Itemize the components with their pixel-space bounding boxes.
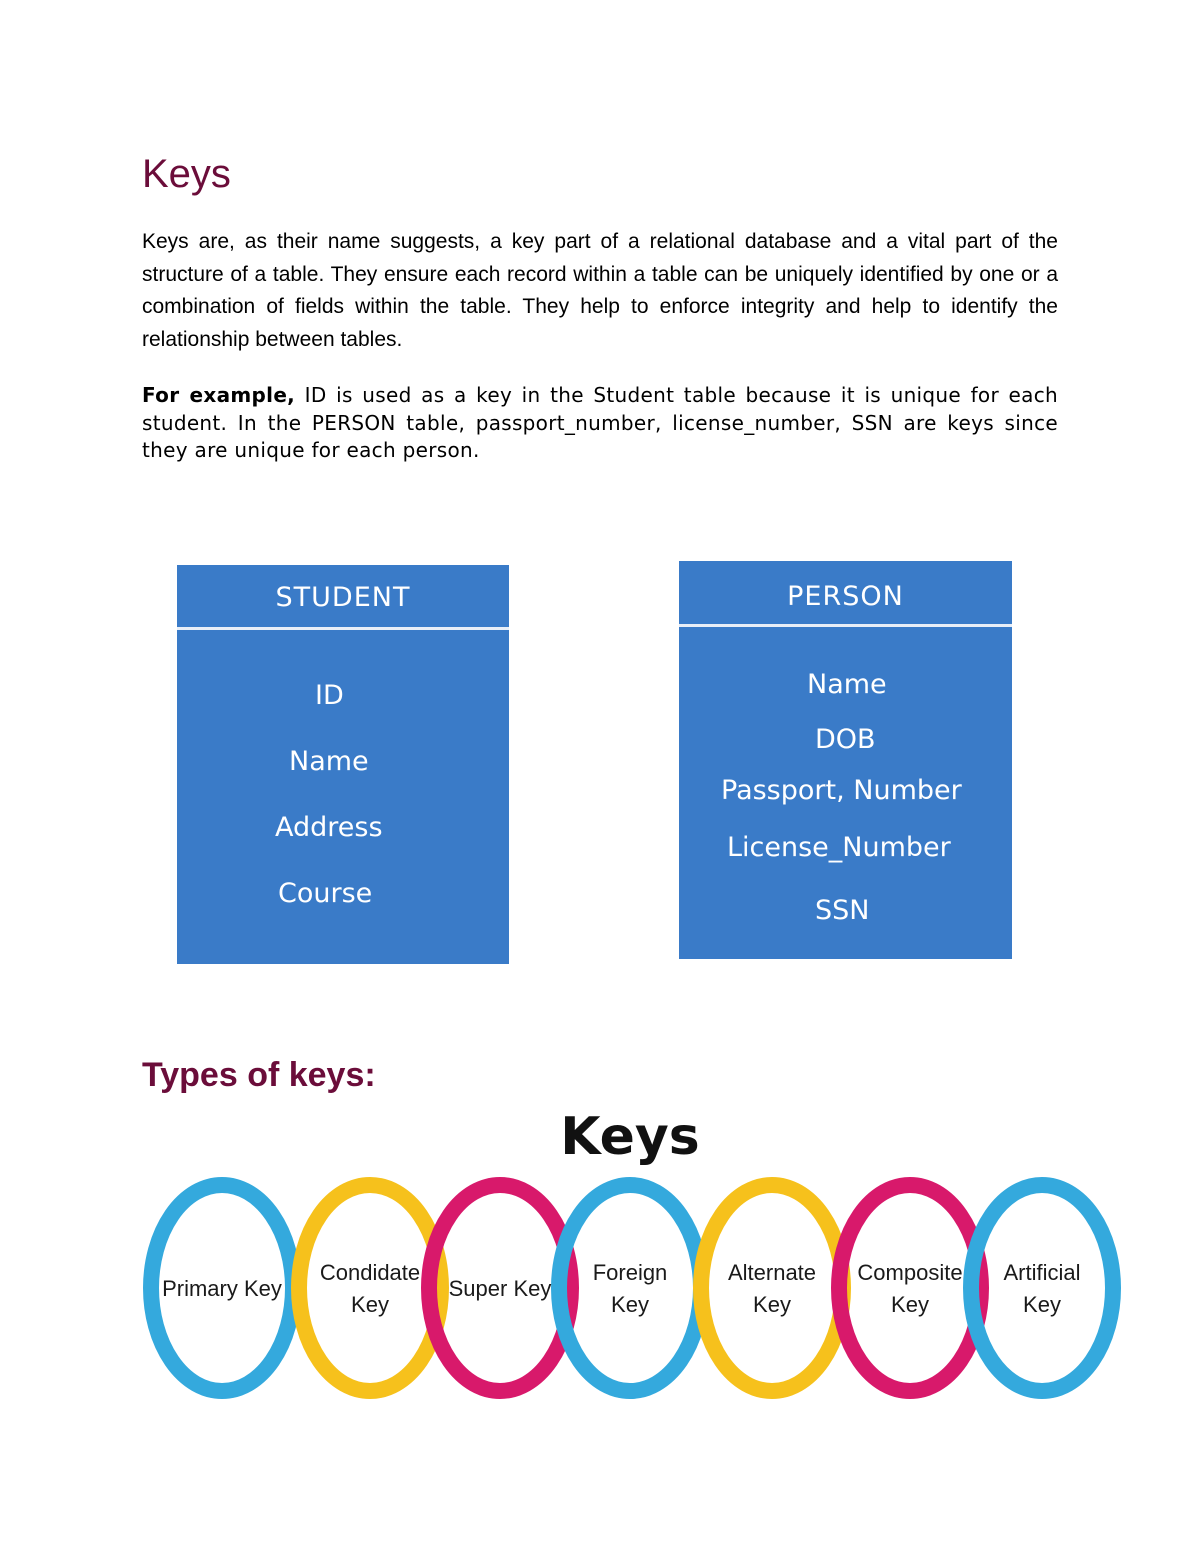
person-table-divider	[679, 624, 1012, 627]
student-field: Course	[278, 878, 373, 909]
key-label: Composite Key	[857, 1260, 963, 1317]
student-table	[177, 565, 509, 964]
student-field: Name	[289, 746, 369, 777]
key-ring	[971, 1185, 1113, 1391]
key-label: Foreign Key	[592, 1260, 668, 1317]
key-label: Super Key	[448, 1276, 552, 1301]
example-lead: For example,	[142, 383, 296, 407]
key-ring	[839, 1185, 981, 1391]
student-table-title: STUDENT	[275, 582, 411, 613]
person-table	[679, 561, 1012, 959]
page-title: Keys	[142, 152, 231, 196]
key-label: Primary Key	[162, 1276, 282, 1301]
example-paragraph	[142, 382, 1058, 465]
key-label: Artificial Key	[1003, 1260, 1081, 1317]
key-rings	[151, 1185, 1113, 1391]
example-text: ID is used as a key in the Student table because it is unique for each student. In the PERSON table, passport_number, license_number, SSN are keys since they are unique for each person.	[142, 383, 1058, 462]
diagram-title: Keys	[560, 1107, 700, 1167]
intro-paragraph: Keys are, as their name suggests, a key part of a relational database and a vital part of the structure of a table. They ensure each record within a table can be uniquely identified by one or a combination of fields within the table. They help to enforce integrity and help to identify the relationship between tables.	[142, 230, 1058, 351]
person-field: License_Number	[727, 832, 951, 863]
keys-diagram	[140, 1090, 1140, 1420]
key-ring	[701, 1185, 843, 1391]
person-table-title: PERSON	[787, 581, 904, 612]
key-label: Alternate Key	[727, 1260, 817, 1317]
key-ring	[299, 1185, 441, 1391]
person-field: SSN	[815, 895, 870, 926]
person-field: DOB	[815, 724, 876, 755]
student-field: Address	[275, 812, 383, 843]
person-field: Name	[807, 669, 887, 700]
key-label: Condidate Key	[319, 1260, 421, 1317]
student-field: ID	[315, 680, 344, 711]
person-field: Passport, Number	[721, 775, 962, 806]
key-ring	[559, 1185, 701, 1391]
types-of-keys-heading: Types of keys:	[142, 1056, 376, 1094]
student-table-divider	[177, 627, 509, 630]
